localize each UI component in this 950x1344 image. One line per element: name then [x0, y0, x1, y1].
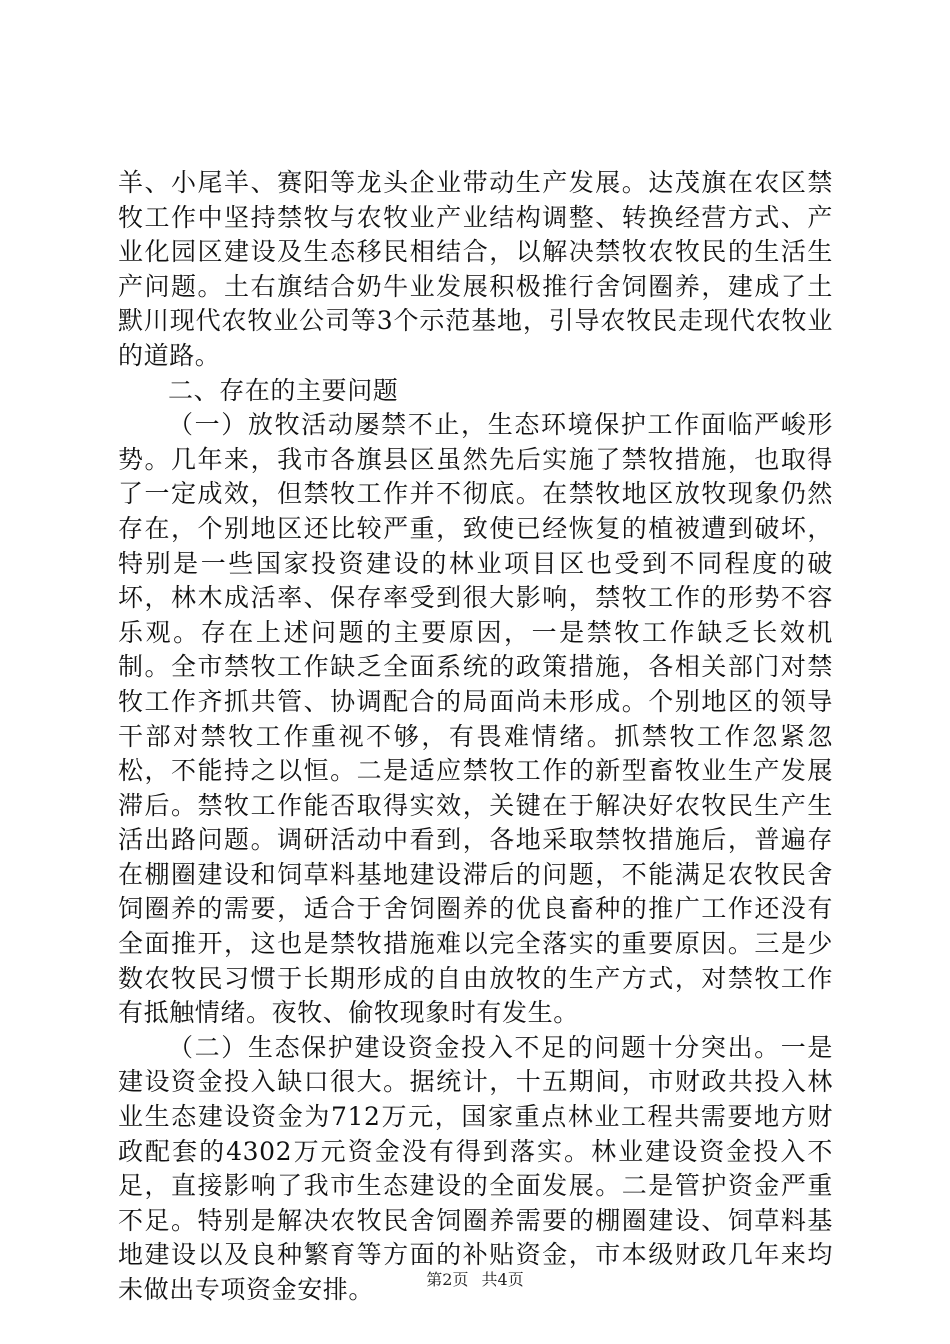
document-body: [118, 166, 833, 1308]
section-heading: 二、存在的主要问题: [168, 375, 399, 405]
page-total: 共4页: [481, 1270, 524, 1289]
paragraph-issue-1: （一）放牧活动屡禁不止，生态环境保护工作面临严峻形势。几年来，我市各旗县区虽然先后实施了禁牧措施，也取得了一定成效，但禁牧工作并不彻底。在禁牧地区放牧现象仍然存在，个别地区还比较严重，致使已经恢复的植被遭到破坏，特别是一些国家投资建设的林业项目区也受到不同程度的破坏，林木成活率、保存率受到很大影响，禁牧工作的形势不容乐观。存在上述问题的主要原因，一是禁牧工作缺乏长效机制。全市禁牧工作缺乏全面系统的政策措施，各相关部门对禁牧工作齐抓共管、协调配合的局面尚未形成。个别地区的领导干部对禁牧工作重视不够，有畏难情绪。抓禁牧工作忽紧忽松，不能持之以恒。二是适应禁牧工作的新型畜牧业生产发展滞后。禁牧工作能否取得实效，关键在于解决好农牧民生产生活出路问题。调研活动中看到，各地采取禁牧措施后，普遍存在棚圈建设和饲草料基地建设滞后的问题，不能满足农牧民舍饲圈养的需要，适合于舍饲圈养的优良畜种的推广工作还没有全面推开，这也是禁牧措施难以完全落实的重要原因。三是少数农牧民习惯于长期形成的自由放牧的生产方式，对禁牧工作有抵触情绪。夜牧、偷牧现象时有发生。: [118, 410, 833, 1028]
page-footer: [0, 1270, 950, 1290]
paragraph-issue-2: （二）生态保护建设资金投入不足的问题十分突出。一是建设资金投入缺口很大。据统计，十五期间，市财政共投入林业生态建设资金为712万元，国家重点林业工程共需要地方财政配套的4302万元资金没有得到落实。林业建设资金投入不足，直接影响了我市生态建设的全面发展。二是管护资金严重不足。特别是解决农牧民舍饲圈养需要的棚圈建设、饲草料基地建设以及良种繁育等方面的补贴资金，市本级财政几年来均未做出专项资金安排。: [118, 1032, 833, 1304]
page-number: 第2页: [426, 1270, 469, 1289]
paragraph-continuation: 羊、小尾羊、赛阳等龙头企业带动生产发展。达茂旗在农区禁牧工作中坚持禁牧与农牧业产业结构调整、转换经营方式、产业化园区建设及生态移民相结合，以解决禁牧农牧民的生活生产问题。土右旗结合奶牛业发展积极推行舍饲圈养，建成了土默川现代农牧业公司等3个示范基地，引导农牧民走现代农牧业的道路。: [118, 168, 833, 370]
